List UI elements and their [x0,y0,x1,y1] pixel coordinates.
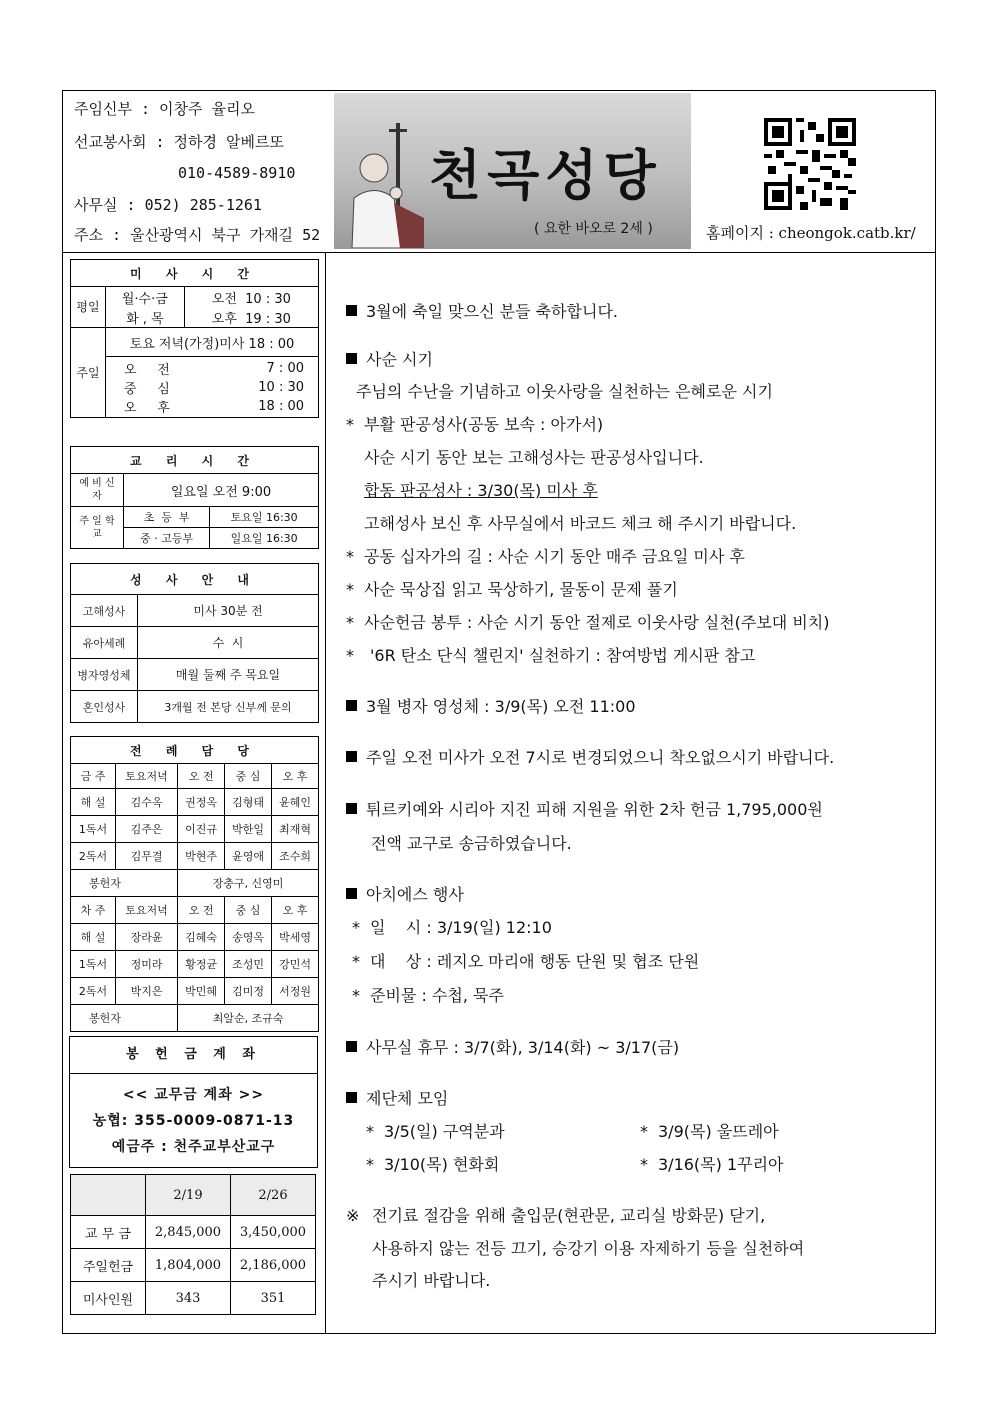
column-divider [325,252,326,1334]
offertory-label: 봉헌자 [71,870,178,897]
table-row: 주일헌금 1,804,000 2,186,000 [71,1249,316,1282]
sacrament-name: 혼인성사 [71,691,138,723]
council-phone: 010-4589-8910 [178,164,296,182]
notice-confession: * 부활 판공성사(공동 보속 : 아가서) [346,415,604,434]
notice-way-of-cross: * 공동 십자가의 길 : 사순 시기 동안 매주 금요일 미사 후 [346,547,745,566]
sacraments-title: 성 사 안 내 [71,564,319,595]
liturgy-header: 토요저녁 [116,897,178,924]
star-bullet-icon: * [346,613,354,632]
sacrament-name: 병자영성체 [71,659,138,691]
square-bullet-icon [346,751,357,762]
grade-time: 토요일 16:30 [210,507,319,528]
sunday-mass-label: 중 심 [124,381,170,397]
star-bullet-icon: * [640,1122,648,1141]
notice-acies-prep: * 준비물 : 수첩, 묵주 [352,986,504,1005]
homepage-url: 홈페이지 : cheongok.catb.kr/ [706,224,916,242]
square-bullet-icon [346,1041,357,1052]
star-bullet-icon: * [346,415,354,434]
sacrament-name: 고해성사 [71,595,138,627]
table-row: 1독서 정미라 황정균 조성민 강민석 [71,951,319,978]
notice-lent-desc: 주님의 수난을 기념하고 이웃사랑을 실천하는 은혜로운 시기 [356,382,773,401]
mass-times-title: 미 사 시 간 [71,260,319,287]
notice-acies-target: * 대 상 : 레지오 마리애 행동 단원 및 협조 단원 [352,952,700,971]
sunday-mass-time: 18 : 00 [258,398,304,414]
offertory-names: 최알순, 조규숙 [178,1005,319,1032]
church-name: 천곡성당 [429,143,662,207]
square-bullet-icon [346,803,357,814]
offertory-names: 장충구, 신영미 [178,870,319,897]
sunday-mass-label: 오 후 [124,400,170,416]
table-row: 1독서 김주은 이진규 박한일 최재혁 [71,816,319,843]
sacrament-name: 유아세례 [71,627,138,659]
liturgy-header: 중 심 [225,764,272,789]
weekday-days: 월·수·금 [106,287,185,308]
sacrament-info: 3개월 전 본당 신부께 문의 [138,691,319,723]
square-bullet-icon [346,888,357,899]
sunday-label: 주일 [71,328,106,418]
notice-meditation: * 사순 묵상집 읽고 묵상하기, 물동이 문제 풀기 [346,580,678,599]
office-phone: 사무실 : 052) 285-1261 [74,196,262,214]
notice-energy: ※ 전기료 절감을 위해 출입문(현관문, 교리실 방화문) 닫기, [346,1206,766,1225]
notice-donation: 튀르키예와 시리아 지진 피해 지원을 위한 2차 헌금 1,795,000원 [346,797,823,820]
sacrament-info: 매월 둘째 주 목요일 [138,659,319,691]
account-number: 농협: 355-0009-0871-13 [92,1113,295,1129]
notice-sick-communion: 3월 병자 영성체 : 3/9(목) 오전 11:00 [346,694,636,717]
account-box [69,1036,318,1168]
liturgy-header: 오 전 [178,764,225,789]
grade-label: 초 등 부 [124,507,210,528]
qr-code-icon [764,118,856,210]
table-row: 교 무 금 2,845,000 3,450,000 [71,1216,316,1249]
liturgy-title: 전 례 담 당 [71,737,319,764]
liturgy-header: 중 심 [225,897,272,924]
liturgy-header: 오 후 [272,897,319,924]
table-row: 2독서 김무결 박현주 윤영애 조수희 [71,843,319,870]
square-bullet-icon [346,353,357,364]
offertory-label: 봉헌자 [71,1005,178,1032]
church-banner [334,93,691,249]
notice-acies-date: * 일 시 : 3/19(일) 12:10 [352,918,552,937]
finance-date: 2/19 [146,1175,231,1216]
table-row: 해 설 장라윤 김혜숙 송영옥 박세영 [71,924,319,951]
notice-acies-title: 아치에스 행사 [346,882,464,905]
notice-lent-offering: * 사순헌금 봉투 : 사순 시기 동안 절제로 이웃사랑 실천(주보대 비치) [346,613,830,632]
notice-energy-line3: 주시기 바랍니다. [372,1271,491,1290]
liturgy-week-label: 금 주 [71,764,116,789]
notice-lent-title: 사순 시기 [346,347,433,370]
account-holder: 예금주 : 천주교부산교구 [111,1139,276,1155]
liturgy-table [70,736,319,1032]
mass-times-table [70,259,319,418]
star-bullet-icon: * [352,918,360,937]
list-item: * 3/9(목) 울뜨레아 [640,1122,779,1141]
star-bullet-icon: * [352,986,360,1005]
star-bullet-icon: * [352,952,360,971]
notice-groups-title: 제단체 모임 [346,1086,448,1109]
weekday-time: 오후 19 : 30 [184,307,318,328]
liturgy-header: 오 후 [272,764,319,789]
notice-donation-line2: 전액 교구로 송금하였습니다. [371,834,572,853]
reference-mark-icon: ※ [346,1206,360,1225]
notice-mass-change: 주일 오전 미사가 오전 7시로 변경되었으니 착오없으시기 바랍니다. [346,745,834,768]
address-line: 주소 : 울산광역시 북구 가재길 52 [74,226,321,244]
star-bullet-icon: * [346,646,354,665]
weekday-days: 화 , 목 [106,307,185,328]
finance-date: 2/26 [231,1175,316,1216]
square-bullet-icon [346,700,357,711]
grade-label: 중 · 고등부 [124,528,210,549]
header-divider [62,252,936,253]
notice-energy-line2: 사용하지 않는 전등 끄기, 승강기 이용 자제하기 등을 실천하여 [372,1239,805,1258]
sunday-mass-time: 7 : 00 [266,360,304,376]
grade-time: 일요일 16:30 [210,528,319,549]
saturday-mass: 토요 저녁(가정)미사 18 : 00 [106,328,319,357]
catechumen-time: 일요일 오전 9:00 [124,474,319,507]
notice-carbon: * '6R 탄소 단식 챌린지' 실천하기 : 참여방법 게시판 참고 [346,646,756,665]
account-subtitle: << 교무금 계좌 >> [122,1087,265,1103]
catechumen-label: 예 비 신 자 [71,474,124,507]
council-line: 선교봉사회 : 정하경 알베르또 [74,133,285,151]
table-row: 해 설 김수옥 권정옥 김형태 윤혜인 [71,789,319,816]
square-bullet-icon [346,1092,357,1103]
notice-office-closed: 사무실 휴무 : 3/7(화), 3/14(화) ~ 3/17(금) [346,1035,679,1058]
table-row: 미사인원 343 351 [71,1282,316,1315]
notice-confession-desc: 사순 시기 동안 보는 고해성사는 판공성사입니다. [364,448,704,467]
notice-joint-confession: 합동 판공성사 : 3/30(목) 미사 후 [364,481,598,500]
pastor-line: 주임신부 : 이창주 율리오 [74,100,256,118]
star-bullet-icon: * [640,1155,648,1174]
weekday-time: 오전 10 : 30 [184,287,318,308]
weekday-label: 평일 [71,287,106,328]
sacrament-info: 미사 30분 전 [138,595,319,627]
liturgy-week-label: 차 주 [71,897,116,924]
catechism-table [70,446,319,549]
catechism-title: 교 리 시 간 [71,447,319,474]
account-title: 봉 헌 금 계 좌 [70,1037,317,1074]
sunday-mass-time: 10 : 30 [258,379,304,395]
sunday-school-label: 주 일 학 교 [71,507,124,549]
notice-birthday: 3월에 축일 맞으신 분들 축하합니다. [346,299,618,322]
list-item: * 3/16(목) 1꾸리아 [640,1155,784,1174]
list-item: * 3/5(일) 구역분과 [366,1122,505,1141]
sacraments-table [70,563,319,723]
liturgy-header: 토요저녁 [116,764,178,789]
notice-confession-note: 고해성사 보신 후 사무실에서 바코드 체크 해 주시기 바랍니다. [364,514,797,533]
star-bullet-icon: * [366,1155,374,1174]
star-bullet-icon: * [346,547,354,566]
sunday-mass-label: 오 전 [124,362,170,378]
table-row: 2독서 박지은 박민혜 김미정 서정원 [71,978,319,1005]
square-bullet-icon [346,305,357,316]
sacrament-info: 수 시 [138,627,319,659]
star-bullet-icon: * [366,1122,374,1141]
liturgy-header: 오 전 [178,897,225,924]
pope-illustration-icon [344,123,424,248]
list-item: * 3/10(목) 현화회 [366,1155,500,1174]
finance-table [70,1174,316,1315]
star-bullet-icon: * [346,580,354,599]
patron-saint: ( 요한 바오로 2세 ) [534,221,653,237]
